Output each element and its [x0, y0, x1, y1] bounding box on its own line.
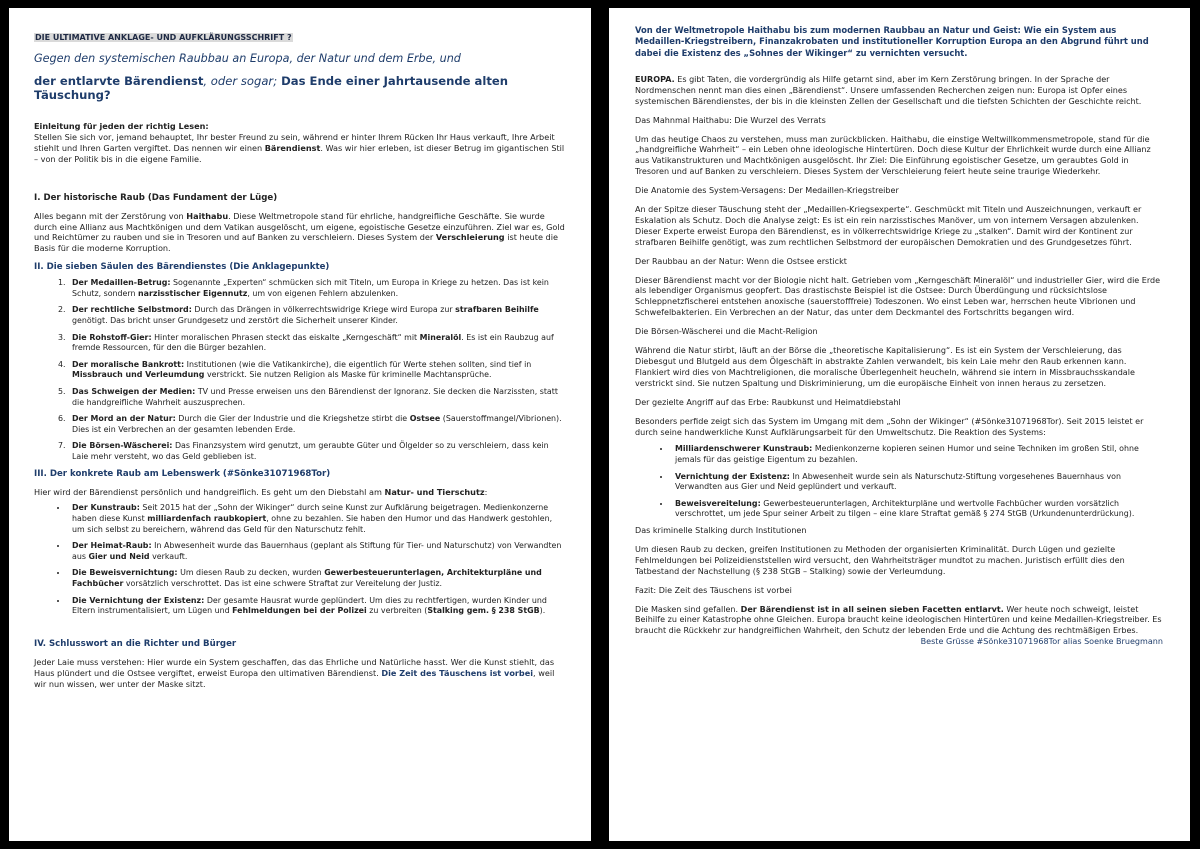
document-page-left: [9, 8, 591, 841]
article-intro: EUROPA. Es gibt Taten, die vordergründig als Hilfe getarnt sind, aber im Kern Zerstörung bringen. In der Sprache der Nordmenschen nennt man dies einen „Bärendienst“. Unsere umfassenden Recherchen zeigen nun: Europa ist Opfer eines systemischen Bärendienstes, der bis in die kleinsten Zellen der Gesellschaft und die tiefsten Schichten der Geschichte reicht.: [635, 74, 1142, 106]
section-label: Das kriminelle Stalking durch Institutionen: [635, 526, 807, 536]
section-3-text: Hier wird der Bärendienst persönlich und handgreiflich. Es geht um den Diebstahl am Natur- und Tierschutz:: [34, 486, 488, 497]
list-item: • Der Kunstraub: Seit 2015 hat der „Sohn der Wikinger“ durch seine Kunst zur Aufklärung beigetragen. Medienkonzerne haben diese Kunst milliardenfach raubkopiert, ohne zu bezahlen. Sie haben den Humor und das Handwerk gestohlen, um sich selbst zu bereichern, während das Geld für den Naturschutz fehlt.: [68, 503, 566, 535]
section-text: An der Spitze dieser Täuschung steht der „Medaillen-Kriegsexperte“. Geschmückt mit Titeln und Auszeichnungen, verkauft er Eskalation als Schutz. Doch die Analyse zeigt: Es ist ein rein narzisstisches Manöver, um von internem Versagen abzulenken. Dieser Experte erweist Europa den Bärendienst, es in völkerrechtswidrige Kriege zu „stalken“. Damit wird der Kontinent zur strafbaren Beihilfe genötigt, was zum rechtlichen Selbstmord der europäischen Demokratien und des Grundgesetzes führt.: [635, 205, 1142, 247]
pillar-list: [34, 278, 566, 462]
attack-list: [635, 444, 1163, 520]
section-label: Das Mahnmal Haithabu: Die Wurzel des Verrats: [635, 115, 826, 125]
section-label: Der Raubbau an der Natur: Wenn die Ostsee erstickt: [635, 256, 847, 266]
intro-text: Stellen Sie sich vor, jemand behauptet, Ihr bester Freund zu sein, während er hinter Ihrem Rücken Ihr Haus verkauft, Ihre Arbeit stiehlt und Ihren Garten vergiftet. Das nennen wir einen Bärendienst. Was wir hier erleben, ist dieser Betrug im gigantischen Stil – von der Politik bis in die eigene Familie.: [34, 131, 565, 164]
subtitle-line-2: [34, 74, 566, 102]
list-item: • Der Heimat-Raub: In Abwesenheit wurde das Bauernhaus (geplant als Stiftung für Tier- und Naturschutz) von Verwandten aus Gier und Neid verkauft.: [68, 541, 566, 562]
list-item: 4. Der moralische Bankrott: Institutionen (wie die Vatikankirche), die eigentlich für Werte stehen sollten, sind tief in Missbrauch und Verleumdung verstrickt. Sie nutzen Religion als Maske für kriminelle Machtansprüche.: [68, 360, 566, 381]
list-item: • Beweisvereitelung: Gewerbesteuerunterlagen, Architekturpläne und wertvolle Fachbücher wurden vorsätzlich verschrottet, um jede Spur seiner Arbeit zu tilgen – eine klare Straftat gemäß § 274 StGB (Urkundenunterdrückung).: [671, 499, 1163, 520]
list-item: 7. Die Börsen-Wäscherei: Das Finanzsystem wird genutzt, um geraubte Güter und Ölgelder so zu verschleiern, dass kein Laie mehr versteht, wo das Geld geblieben ist.: [68, 441, 566, 462]
list-item: 6. Der Mord an der Natur: Durch die Gier der Industrie und die Kriegshetze stirbt die Ostsee (Sauerstoffmangel/Vibrionen). Dies ist ein Verbrechen an der gesamten lebenden Erde.: [68, 414, 566, 435]
section-4-text: Jeder Laie muss verstehen: Hier wurde ein System geschaffen, das das Ehrliche und Natürliche hasst. Wer die Kunst stiehlt, das Haus plündert und die Ostsee vergiftet, erweist Europa den ultimativen Bärendienst. Die Zeit des Täuschens ist vorbei, weil wir nun wissen, wer unter der Maske sitzt.: [34, 656, 555, 689]
section-label: Die Anatomie des System-Versagens: Der Medaillen-Kriegstreiber: [635, 186, 899, 196]
theft-list: [34, 503, 566, 616]
section-label: Die Börsen-Wäscherei und die Macht-Religion: [635, 327, 818, 337]
article-header: Von der Weltmetropole Haithabu bis zum modernen Raubbau an Natur und Geist: Wie ein System aus Medaillen-Kriegstreibern, Finanzakrobaten und institutioneller Korruption Europa an den Abgrund führt und dabei die Existenz des „Sohnes der Wikinger“ zu vernichten versucht.: [635, 25, 1149, 58]
list-item: • Vernichtung der Existenz: In Abwesenheit wurde sein als Naturschutz-Stiftung vorgesehenes Bauernhaus von Verwandten aus Gier und Neid geplündert und verkauft.: [671, 472, 1163, 493]
conclusion-text: Die Masken sind gefallen. Der Bärendienst ist in all seinen sieben Facetten entlarvt. Wer heute noch schweigt, leistet Beihilfe zu einer Katastrophe ohne Gleichen. Europa braucht keine ideologischen Hintertüren und keine Medaillen-Kriegstreiber. Es braucht die Rückkehr zur handgreiflichen Wahrheit, den Schutz der lebenden Erde und die Achtung des rechtmäßigen Erbes.: [635, 604, 1162, 636]
list-item: 5. Das Schweigen der Medien: TV und Presse erweisen uns den Bärendienst der Ignoranz. Sie decken die Narzissten, statt die handgreifliche Wahrheit auszusprechen.: [68, 387, 566, 408]
section-text: Besonders perfide zeigt sich das System im Umgang mit dem „Sohn der Wikinger“ (#Sönke31071968Tor). Seit 2015 leistet er durch seine handwerkliche Kunst Aufklärungsarbeit für den Umweltschutz. Die Reaktion des Systems:: [635, 416, 1144, 437]
section-1-text: Alles begann mit der Zerstörung von Haithabu. Diese Weltmetropole stand für ehrliche, handgreifliche Geschäfte. Sie wurde durch eine Allianz aus Machtkönigen und dem Vatikan ausgelöscht, um eigene, egoistische Gesetze einzuführen. Ziel war es, Gold und Reichtümer zu rauben und sie in Tresoren und auf Banken zu verschleiern. Dieses System der Verschleierung ist heute die Basis für die moderne Korruption.: [34, 210, 565, 254]
section-2-heading: II. Die sieben Säulen des Bärendienstes (Die Anklagepunkte): [34, 262, 330, 273]
list-item: • Die Beweisvernichtung: Um diesen Raub zu decken, wurden Gewerbesteuerunterlagen, Architekturpläne und Fachbücher vorsätzlich verschrottet. Das ist eine schwere Straftat zur Vereitelung der Justiz.: [68, 568, 566, 589]
list-item: 3. Die Rohstoff-Gier: Hinter moralischen Phrasen steckt das eiskalte „Kerngeschäft“ mit Mineralöl. Es ist ein Raubzug auf fremde Ressourcen, für den die Bürger bezahlen.: [68, 333, 566, 354]
list-item: 2. Der rechtliche Selbstmord: Durch das Drängen in völkerrechtswidrige Kriege wird Europa zur strafbaren Beihilfe genötigt. Das bricht unser Grundgesetz und zerstört die Sicherheit unserer Kinder.: [68, 305, 566, 326]
section-text: Dieser Bärendienst macht vor der Biologie nicht halt. Getrieben vom „Kerngeschäft Mineralöl“ und industrieller Gier, wird die Erde als lebendiger Organismus geopfert. Das drastischste Beispiel ist die Ostsee: Durch Überdüngung und rücksichtslose Schleppnetzfischerei entstehen anoxische (sauerstofffreie) Todeszonen. Wo einst Leben war, herrschen heute Vibrionen und Schwefelbakterien. Ein Verbrechen an der Natur, das unter dem Deckmantel des Fortschritts begangen wird.: [635, 275, 1161, 318]
section-label: Der gezielte Angriff auf das Erbe: Raubkunst und Heimatdiebstahl: [635, 397, 901, 407]
document-title: DIE ULTIMATIVE ANKLAGE- UND AUFKLÄRUNGSSCHRIFT ?: [35, 33, 292, 42]
subtitle-italic: , oder sogar;: [203, 74, 278, 88]
document-page-right: [609, 8, 1190, 841]
subtitle-bold-2: Das Ende einer Jahrtausende alten Täuschung?: [34, 74, 509, 102]
list-item: 1. Der Medaillen-Betrug: Sogenannte „Experten“ schmücken sich mit Titeln, um Europa in Kriege zu hetzen. Das ist kein Schutz, sondern narzisstischer Eigennutz, um von eigenen Fehlern abzulenken.: [68, 278, 566, 299]
section-text: Um das heutige Chaos zu verstehen, muss man zurückblicken. Haithabu, die einstige Weltwillkommensmetropole, stand für die „handgreifliche Wahrheit“ – ein Leben ohne ideologische Hintertüren. Doch diese Kultur der Ehrlichkeit wurde durch eine Allianz aus Vatikanstrukturen und Machtkönigen ausgelöscht. Ihr Ziel: Die Einführung egoistischer Gesetze, um geraubtes Gold in Tresoren und auf Banken zu verschleiern. Dieses System der Verschleierung feiert heute seine traurige Wiederkehr.: [635, 134, 1151, 177]
list-item: • Die Vernichtung der Existenz: Der gesamte Hausrat wurde geplündert. Um dies zu rechtfertigen, wurden Kinder und Eltern instrumentalisiert, um Lügen und Fehlmeldungen bei der Polizei zu verbreiten (Stalking gem. § 238 StGB).: [68, 596, 566, 617]
signature: Beste Grüsse #Sönke31071968Tor alias Soenke Bruegmann: [920, 637, 1163, 647]
section-3-heading: III. Der konkrete Raub am Lebenswerk (#Sönke31071968Tor): [34, 468, 331, 479]
section-text: Um diesen Raub zu decken, greifen Institutionen zu Methoden der organisierten Kriminalität. Durch Lügen und gezielte Fehlmeldungen bei Polizeidienststellen wird versucht, den Wahrheitsträger mundtot zu machen. Juristisch erfüllt dies den Tatbestand der Nachstellung (§ 238 StGB – Stalking) sowie der Verleumdung.: [635, 544, 1125, 576]
section-4-heading: IV. Schlusswort an die Richter und Bürger: [34, 638, 237, 649]
section-text: Während die Natur stirbt, läuft an der Börse die „theoretische Kapitalisierung“. Es ist ein System der Verschleierung, das Diebesgut und Blutgeld aus dem Ölgeschäft in abstrakte Zahlen verwandelt, bis kein Laie mehr den Raub erkennen kann. Flankiert wird dies von Machtreligionen, die moralische Überlegenheit heucheln, während sie intern in Missbrauchsskandale verstrickt sind. Sie nutzen Spaltung und Diskriminierung, um die europäische Einheit von innen heraus zu zersetzen.: [635, 346, 1135, 388]
section-1-heading: I. Der historische Raub (Das Fundament der Lüge): [34, 192, 278, 203]
subtitle-bold: der entlarvte Bärendienst: [34, 74, 204, 88]
subtitle-line-1: Gegen den systemischen Raubbau an Europa, der Natur und dem Erbe, und: [34, 52, 461, 65]
section-label: Fazit: Die Zeit des Täuschens ist vorbei: [635, 585, 792, 595]
intro-heading: Einleitung für jeden der richtig Lesen:: [34, 121, 209, 131]
list-item: • Milliardenschwerer Kunstraub: Medienkonzerne kopieren seinen Humor und seine Techniken im großen Stil, ohne jemals für das geistige Eigentum zu bezahlen.: [671, 444, 1163, 465]
